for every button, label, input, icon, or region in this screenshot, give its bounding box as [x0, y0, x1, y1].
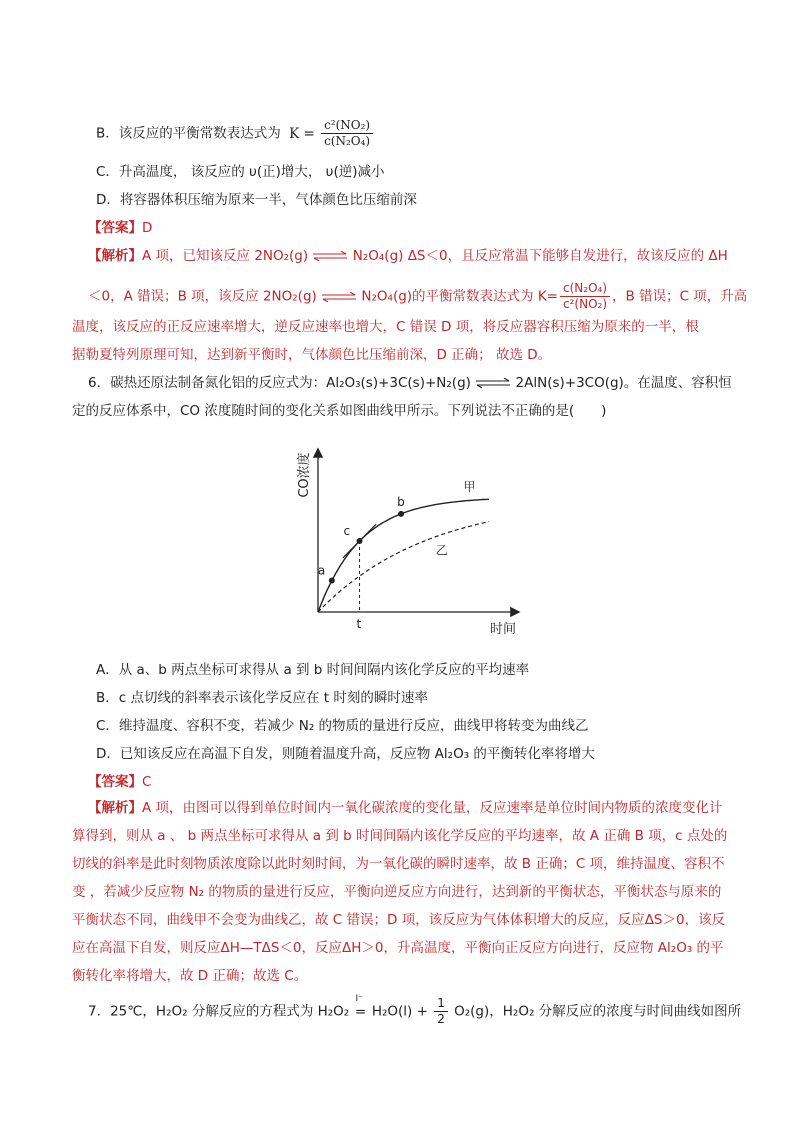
- q5-analysis-1b: N₂O₄(g) ΔS＜0，且反应常温下能够自发进行，故该反应的 ΔH: [352, 248, 728, 264]
- q6-analysis-label: 【解析】: [88, 800, 142, 816]
- point-b-label: b: [397, 494, 405, 509]
- q6-stem-line1: [88, 374, 732, 392]
- q7-stem-c: O₂(g)，H₂O₂ 分解反应的浓度与时间曲线如图所: [454, 1003, 742, 1020]
- q7-stem-a: 7．25℃，H₂O₂ 分解反应的方程式为 H₂O₂: [88, 1003, 350, 1020]
- point-a: [329, 578, 335, 584]
- q5-analysis-numerator: c(N₂O₄): [560, 281, 610, 297]
- point-c-label: c: [343, 524, 351, 539]
- q6-option-d: D．已知该反应在高温下自发，则随着温度升高，反应物 Al₂O₃ 的平衡转化率将增大: [96, 746, 595, 762]
- q6-answer-label: 【答案】: [88, 774, 142, 790]
- equilibrium-arrow-icon: [312, 251, 348, 261]
- q7-catalyst: I⁻: [355, 993, 363, 1004]
- q5-analysis-1a: A 项，已知该反应 2NO₂(g): [142, 248, 309, 264]
- q5-option-d: D．将容器体积压缩为原来一半，气体颜色比压缩前深: [96, 192, 417, 208]
- equilibrium-arrow-icon: [475, 378, 511, 388]
- point-a-label: a: [317, 563, 326, 578]
- q7-catalyst-arrow: I⁻ =: [354, 1003, 368, 1021]
- q6-stem-1a: 6．碳热还原法制备氮化铝的反应式为：Al₂O₃(s)+3C(s)+N₂(g): [88, 375, 471, 391]
- curve-jia-label: 甲: [463, 479, 476, 494]
- q6-analysis: [72, 794, 732, 990]
- point-c: [357, 538, 363, 544]
- curve-yi-label: 乙: [435, 543, 448, 558]
- point-b: [398, 511, 404, 517]
- q6-option-c: C．维持温度、容积不变，若减少 N₂ 的物质的量进行反应，曲线甲将转变为曲线乙: [96, 718, 589, 734]
- q7-stem: [88, 993, 742, 1027]
- q5-option-b-numerator: c²(NO₂): [321, 118, 373, 134]
- q6-stem-1b: 2AlN(s)+3CO(g)。在温度、容积恒: [515, 375, 732, 391]
- co-concentration-chart: [286, 440, 526, 640]
- q5-option-b-fraction: [321, 118, 373, 149]
- q5-option-b: [96, 118, 375, 149]
- q5-answer-value: D: [142, 220, 153, 236]
- q5-analysis-line2: [88, 281, 747, 312]
- q5-answer-label: 【答案】: [88, 220, 142, 236]
- q7-frac-den: 2: [437, 1012, 445, 1026]
- q5-analysis-2b: N₂O₄(g)的平衡常数表达式为 K=: [361, 288, 558, 305]
- q5-answer: [88, 219, 152, 237]
- x-tick-t: t: [356, 617, 362, 631]
- q5-analysis-line1: [88, 247, 728, 265]
- curve-jia: [318, 499, 489, 612]
- q6-answer: [88, 773, 151, 791]
- q6-option-a: A．从 a、b 两点坐标可求得从 a 到 b 时间间隔内该化学反应的平均速率: [96, 662, 530, 678]
- q5-analysis-line4: 据勒夏特列原理可知，达到新平衡时，气体颜色比压缩前深，D 正确； 故选 D。: [72, 347, 552, 363]
- x-axis-label: 时间: [490, 622, 517, 637]
- q5-option-c: C．升高温度， 该反应的 υ(正)增大， υ(逆)减小: [96, 164, 385, 180]
- q5-option-b-k: K =: [289, 125, 315, 142]
- q7-frac-num: 1: [434, 996, 448, 1012]
- q6-option-b: B．c 点切线的斜率表示该化学反应在 t 时刻的瞬时速率: [96, 690, 428, 706]
- q6-analysis-text: A 项，由图可以得到单位时间内一氧化碳浓度的变化量，反应速率是单位时间内物质的浓度变化计算得到，则从 a 、 b 两点坐标可求得从 a 到 b 时间间隔内该化学反应的平均速率，故 A 正确 B 项，c 点处的切线的斜率是此时刻物质浓度除以此时刻时间，为一氧化碳的瞬时速率，故 B 正确；C 项，维持温度、容积不变 ，若减少反应物 N₂ 的物质的量进行反应，平衡向逆反应方向进行，达到新的平衡状态，平衡状态与原来的平衡状态不同，曲线甲不会变为曲线乙，故 C 错误；D 项，该反应为气体体积增大的反应，反应ΔS＞0，该反应在高温下自发，则反应ΔH—TΔS＜0，反应ΔH＞0，升高温度，平衡向正反应方向进行，反应物 Al₂O₃ 的平衡转化率将增大，故 D 正确；故选 C。: [72, 800, 728, 984]
- q5-option-b-prefix: B．该反应的平衡常数表达式为: [96, 125, 281, 142]
- q5-analysis-fraction: [560, 281, 610, 312]
- q7-fraction: [434, 996, 448, 1027]
- q6-stem-line2: 定的反应体系中，CO 浓度随时间的变化关系如图曲线甲所示。下列说法不正确的是( ): [72, 403, 607, 419]
- q5-analysis-2c: ，B 错误；C 项，升高: [612, 288, 748, 305]
- q6-answer-value: C: [142, 774, 152, 790]
- y-axis-label: CO浓度: [297, 452, 312, 498]
- q5-analysis-2a: ＜0，A 错误；B 项，该反应 2NO₂(g): [88, 288, 317, 305]
- equilibrium-arrow-icon: [321, 292, 357, 302]
- q5-analysis-denominator: c²(NO₂): [563, 297, 608, 311]
- q7-stem-b: H₂O(l) +: [371, 1003, 428, 1020]
- q5-analysis-label: 【解析】: [88, 248, 142, 264]
- q5-analysis-line3: 温度，该反应的正反应速率增大，逆反应速率也增大，C 错误 D 项，将反应器容积压缩为原来的一半，根: [72, 319, 699, 335]
- q5-option-b-denominator: c(N₂O₄): [324, 134, 371, 148]
